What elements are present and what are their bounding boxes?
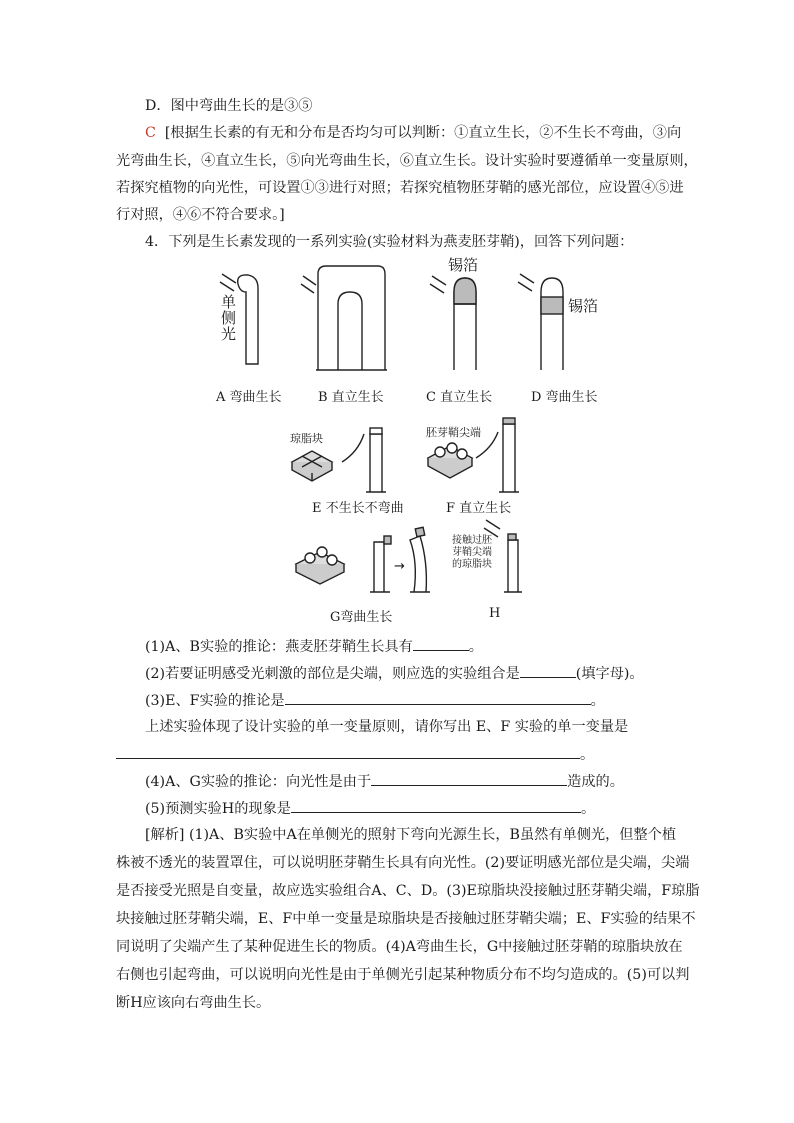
subquestion-1-text: (1)A、B实验的推论：燕麦胚芽鞘生长具有 bbox=[145, 639, 413, 655]
analysis-line-5: 同说明了尖端产生了某种促进生长的物质。(4)A弯曲生长，G中接触过胚芽鞘的琼脂块放在 bbox=[116, 939, 683, 955]
analysis-line-2: 株被不透光的装置罩住，可以说明胚芽鞘生长具有向光性。(2)要证明感光部位是尖端，尖端 bbox=[116, 855, 690, 871]
subquestion-3-text: (3)E、F实验的推论是 bbox=[145, 693, 285, 709]
caption-g: G弯曲生长 bbox=[330, 610, 393, 625]
subquestion-5-text: (5)预测实验H的现象是 bbox=[145, 801, 291, 817]
experiment-figure bbox=[0, 252, 794, 632]
answer-letter: C bbox=[145, 125, 156, 141]
caption-d: D 弯曲生长 bbox=[531, 390, 598, 405]
h-label-3: 的琼脂块 bbox=[452, 559, 492, 570]
light-label-2: 侧 bbox=[221, 309, 237, 327]
h-label-2: 芽鞘尖端 bbox=[452, 547, 492, 558]
subquestion-5 bbox=[145, 798, 595, 819]
foil-label-c: 锡箔 bbox=[448, 256, 479, 274]
subquestion-2-text: (2)若要证明感受光刺激的部位是尖端，则应选的实验组合是 bbox=[145, 666, 520, 682]
analysis-line-6: 右侧也引起弯曲，可以说明向光性是由于单侧光引起某种物质分布不均匀造成的。(5)可以判 bbox=[116, 967, 690, 983]
explanation-line-4: 行对照，④⑥不符合要求。] bbox=[116, 207, 285, 223]
caption-a: A 弯曲生长 bbox=[216, 390, 282, 405]
light-label-1: 单 bbox=[221, 293, 237, 311]
subquestion-5-end: 。 bbox=[580, 801, 596, 817]
blank-5[interactable] bbox=[291, 798, 581, 813]
option-d: D．图中弯曲生长的是③⑤ bbox=[145, 98, 313, 114]
subquestion-2-end: (填字母)。 bbox=[575, 666, 644, 682]
explanation-line-2: 光弯曲生长，④直立生长，⑤向光弯曲生长，⑥直立生长。设计实验时要遵循单一变量原则， bbox=[116, 153, 698, 169]
question-4-stem: 4．下列是生长素发现的一系列实验(实验材料为燕麦胚芽鞘)，回答下列问题： bbox=[145, 234, 634, 250]
explanation-line-1: [根据生长素的有无和分布是否均匀可以判断：①直立生长，②不生长不弯曲，③向 bbox=[164, 125, 682, 141]
agar-label: 琼脂块 bbox=[290, 432, 323, 445]
caption-h: H bbox=[489, 606, 501, 621]
subquestion-3-variable-end: 。 bbox=[580, 747, 595, 763]
caption-c: C 直立生长 bbox=[426, 390, 493, 405]
h-label-1: 接触过胚 bbox=[452, 535, 492, 546]
analysis-line-4: 块接触过胚芽鞘尖端，E、F中单一变量是琼脂块是否接触过胚芽鞘尖端；E、F实验的结果不 bbox=[116, 911, 696, 927]
exp-c-diagram bbox=[430, 276, 476, 370]
subquestion-4-text: (4)A、G实验的推论：向光性是由于 bbox=[145, 774, 372, 790]
explanation-line-3: 若探究植物的向光性，可设置①③进行对照；若探究植物胚芽鞘的感光部位，应设置④⑤进 bbox=[116, 180, 684, 196]
analysis-line-7: 断H应该向右弯曲生长。 bbox=[116, 995, 271, 1011]
blank-3b[interactable] bbox=[116, 744, 580, 759]
subquestion-3-end: 。 bbox=[590, 693, 605, 709]
caption-b: B 直立生长 bbox=[318, 390, 384, 405]
light-label-3: 光 bbox=[221, 325, 237, 343]
subquestion-3-variable: 上述实验体现了设计实验的单一变量原则，请你写出 E、F 实验的单一变量是 bbox=[145, 719, 629, 735]
answer-line bbox=[145, 123, 681, 143]
caption-f: F 直立生长 bbox=[446, 501, 512, 516]
subquestion-2 bbox=[145, 663, 644, 684]
arrow-symbol: → bbox=[394, 559, 405, 574]
tip-label: 胚芽鞘尖端 bbox=[426, 426, 481, 439]
subquestion-3 bbox=[145, 690, 605, 711]
blank-2[interactable] bbox=[520, 663, 576, 678]
subquestion-1 bbox=[145, 636, 483, 657]
subquestion-4-end: 造成的。 bbox=[567, 774, 624, 790]
exp-g-diagram bbox=[296, 527, 430, 592]
subquestion-4 bbox=[145, 771, 624, 792]
analysis-line-3: 是否接受光照是自变量，故应选实验组合A、C、D。(3)E琼脂块没接触过胚芽鞘尖端，F琼脂 bbox=[116, 883, 700, 899]
caption-e: E 不生长不弯曲 bbox=[312, 501, 404, 516]
analysis-line-1: [解析] (1)A、B实验中A在单侧光的照射下弯向光源生长，B虽然有单侧光，但整个植 bbox=[145, 827, 677, 843]
blank-4[interactable] bbox=[371, 771, 567, 786]
blank-1[interactable] bbox=[413, 636, 469, 651]
foil-label-d: 锡箔 bbox=[568, 297, 599, 315]
blank-3[interactable] bbox=[285, 690, 591, 705]
exp-d-diagram bbox=[518, 274, 563, 370]
subquestion-1-end: 。 bbox=[468, 639, 483, 655]
subquestion-3-variable-answer bbox=[116, 744, 594, 765]
exp-b-diagram bbox=[301, 266, 387, 370]
